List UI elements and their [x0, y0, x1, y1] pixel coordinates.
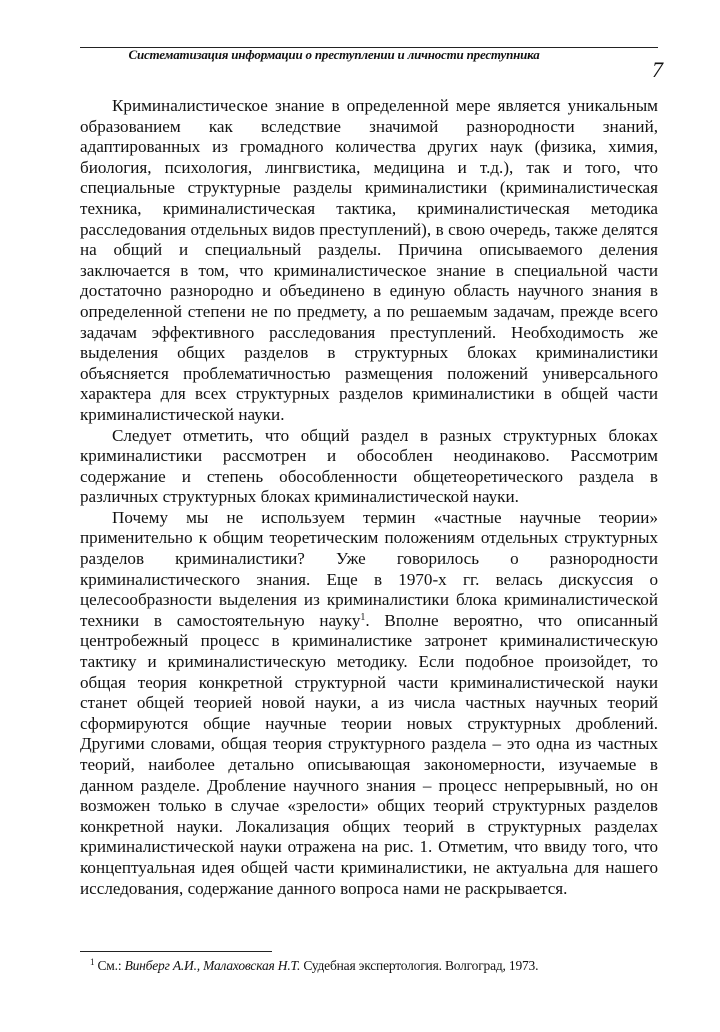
- page-number: 7: [652, 57, 663, 82]
- paragraph-2: Следует отметить, что общий раздел в разных структурных блоках криминалистики рассмотрен и обособлен неодинаково. Рассмотрим содержание и степень обособленности общетеоретического раздела в различных структурных блоках криминалистической науки.: [80, 425, 658, 507]
- paragraph-3: [80, 508, 658, 899]
- footnote-authors: Винберг А.И., Малаховская Н.Т.: [124, 958, 301, 973]
- footnote: [90, 957, 650, 975]
- paragraph-1: Криминалистическое знание в определенной мере является уникальным образованием как вследствие значимой разнородности знаний, адаптированных из громадного количества других наук (физика, химия, биология, психология, лингвистика, медицина и т.д.), так и того, что специальные структурные разделы криминалистики (криминалистическая техника, криминалистическая тактика, криминалистическая методика расследования отдельных видов преступлений), в свою очередь, также делятся на общий и специальный разделы. Причина описываемого деления заключается в том, что криминалистическое знание в специальной части достаточно разнородно и объединено в единую область научного знания в определенной степени не по предмету, а по решаемым задачам, прежде всего задачам эффективного расследования преступлений. Необходимость же выделения общих разделов в структурных блоках криминалистики объясняется проблематичностью размещения положений универсального характера для всех структурных разделов криминалистики в общей части криминалистической науки.: [80, 96, 658, 424]
- paragraph-3-part-a: Почему мы не используем термин «частные научные теории» применительно к общим теоретическим положениям отдельных структурных разделов криминалистики? Уже говорилось о разнородности криминалистического знания. Еще в 1970-х гг. велась дискуссия о целесообразности выделения из криминалистики блока криминалистической техники в самостоятельную науку: [80, 507, 658, 630]
- footnote-mark: 1: [90, 957, 95, 967]
- footnote-source: Судебная экспертология. Волгоград, 1973.: [303, 958, 539, 973]
- body-text: [80, 96, 658, 899]
- footnote-reference[interactable]: 1: [360, 611, 366, 623]
- running-title: Систематизация информации о преступлении и личности преступника: [128, 47, 540, 62]
- footnote-prefix: См.:: [97, 958, 122, 973]
- footnote-rule: [80, 951, 272, 952]
- paragraph-3-part-b: . Вполне вероятно, что описанный центробежный процесс в криминалистике затронет криминалистическую тактику и криминалистическую методику. Если подобное произойдет, то общая теория конкретной структурной части криминалистической науки станет общей теорией новой науки, а из числа частных научных теорий сформируются общие научные теории новых структурных дроблений. Другими словами, общая теория структурного раздела – это одна из частных теорий, наиболее детально описывающая закономерности, изучаемые в данном разделе. Дробление научного знания – процесс непрерывный, но он возможен только в случае «зрелости» общих теорий структурных разделов конкретной науки. Локализация общих теорий в структурных разделах криминалистической науки отражена на рис. 1. Отметим, что ввиду того, что концептуальная идея общей части криминалистики, не актуальна для нашего исследования, содержание данного вопроса нами не раскрывается.: [80, 610, 658, 898]
